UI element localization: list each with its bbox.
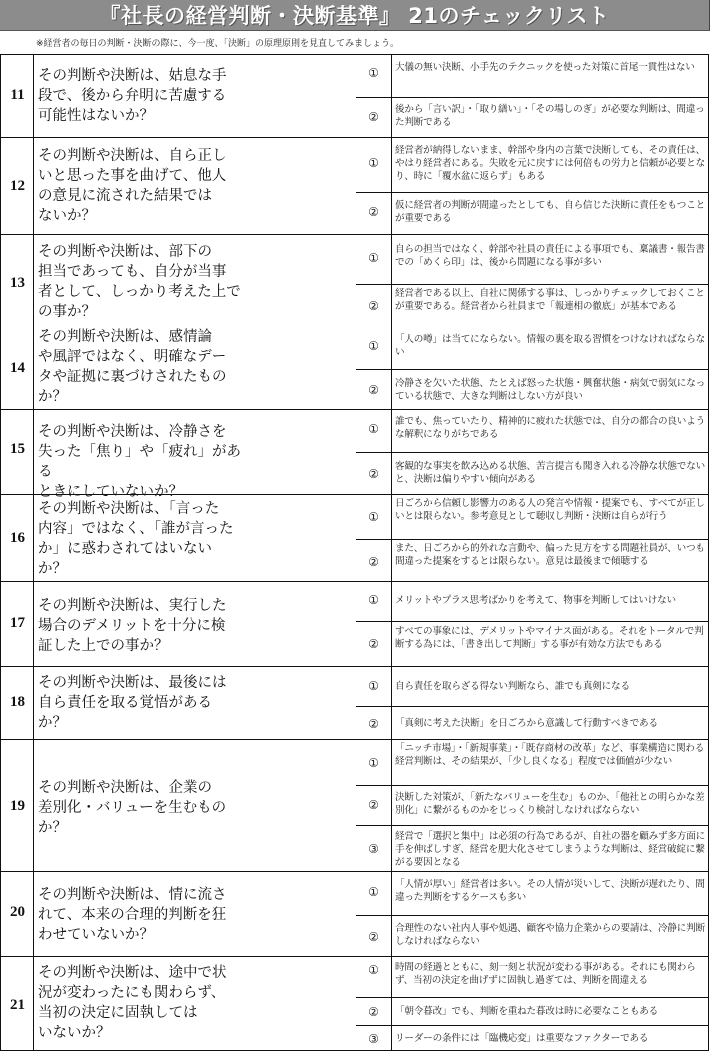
item-number: 13	[10, 275, 25, 291]
answer-item	[356, 582, 708, 621]
checklist-row-17	[1, 581, 708, 666]
answer-text: 「ニッチ市場」・「新規事業」・「既存商材の改革」など、事業構造に関わる経営判断は、その結果が、「少し良くなる」程度では価値が少ない	[395, 743, 705, 767]
answer-item	[356, 872, 708, 915]
answer-text: 合理性のない社内人事や処遇、顧客や協力企業からの要請は、冷静に判断しなければならない	[395, 923, 705, 947]
item-number: 19	[10, 798, 25, 814]
item-number: 12	[10, 178, 25, 194]
checklist-table	[0, 54, 709, 1051]
circled-number: ②	[368, 798, 379, 812]
answer-text: 日ごろから信頼し影響力のある人の発言や情報・提案でも、すべてが正しいとは限らない。参考意見として聴収し判断・決断は自らが行う	[395, 498, 705, 522]
answer-item	[356, 539, 708, 582]
question-text: その判断や決断は、姑息な手 段で、後から弁明に苦慮する 可能性はないか？	[38, 68, 227, 124]
answer-item	[356, 369, 708, 410]
checklist-row-12	[1, 137, 708, 234]
answer-text: 客観的な事実を飲み込める状態、苦言提言も聞き入れる冷静な状態でないと、決断は偏りやすい傾向がある	[395, 461, 705, 485]
title-bar	[0, 0, 710, 31]
answer-item	[356, 997, 708, 1025]
item-number: 11	[10, 87, 25, 103]
circled-number: ②	[368, 205, 379, 219]
answer-text: 決断した対策が、「新たなバリューを生む」ものか、「他社との明らかな差別化」に繋がるものかをじっくり検討しなければならない	[395, 792, 705, 816]
checklist-row-21	[1, 956, 708, 1050]
answer-text: 時間の経過とともに、刻一刻と状況が変わる事がある。それにも関わらず、当初の決定を曲げずに固執し過ぎては、判断を間違える	[395, 962, 696, 986]
answer-item	[356, 192, 708, 235]
subtitle-note: ※経営者の毎日の判断・決断の際に、今一度、「決断」の原理原則を見直してみましょう。	[36, 39, 400, 49]
circled-number: ①	[368, 251, 379, 265]
answer-item	[356, 138, 708, 192]
circled-number: ②	[368, 383, 379, 397]
circled-number: ①	[368, 510, 379, 524]
circled-number: ①	[368, 593, 379, 607]
question-text: その判断や決断は、企業の 差別化・バリューを生むもの か？	[38, 780, 227, 836]
answer-item	[356, 235, 708, 284]
answer-item	[356, 97, 708, 137]
circled-number: ③	[368, 1032, 379, 1046]
answer-item	[356, 706, 708, 740]
answer-item	[356, 495, 708, 539]
circled-number: ①	[368, 679, 379, 693]
checklist-row-13-14	[1, 234, 708, 409]
answer-text: メリットやプラス思考ばかりを考えて、物事を判断してはいけない	[395, 595, 676, 606]
circled-number: ①	[368, 963, 379, 977]
answer-text: 経営者である以上、自社に関係する事は、しっかりチェックしておくことが重要である。経営者から社員まで「報連相の徹底」が基本である	[395, 288, 705, 312]
circled-number: ③	[368, 842, 379, 856]
circled-number: ②	[368, 467, 379, 481]
answer-item	[356, 957, 708, 997]
item-number: 16	[10, 530, 25, 546]
item-number: 17	[10, 615, 25, 631]
circled-number: ①	[368, 885, 379, 899]
item-number: 14	[10, 360, 25, 376]
checklist-row-18	[1, 666, 708, 739]
question-text: その判断や決断は、情に流さ れて、本来の合理的判断を狂 わせていないか？	[38, 887, 227, 943]
circled-number: ②	[368, 637, 379, 651]
answer-text: 「真剣に考えた決断」を日ごろから意識して行動すべきである	[395, 718, 658, 729]
answer-text: リーダーの条件には「臨機応変」は重要なファクターである	[395, 1033, 649, 1044]
question-text: その判断や決断は、感情論 や風評ではなく、明確なデー タや証拠に裏づけされたもの か？	[38, 329, 227, 405]
circled-number: ②	[368, 1005, 379, 1019]
question-text: その判断や決断は、冷静さを 失った「焦り」や「疲れ」がある ときにしていないか？	[38, 424, 241, 500]
answer-item	[356, 785, 708, 825]
answer-item	[356, 621, 708, 667]
answer-text: 仮に経営者の判断が間違ったとしても、自ら信じた決断に責任をもつことが重要である	[395, 200, 705, 224]
checklist-row-15	[1, 409, 708, 500]
circled-number: ①	[368, 422, 379, 436]
answer-text: 大儀の無い決断、小手先のテクニックを使った対策に首尾一貫性はない	[395, 62, 695, 73]
item-number: 20	[10, 904, 25, 920]
circled-number: ①	[368, 339, 379, 353]
circled-number: ①	[368, 156, 379, 170]
circled-number: ②	[368, 555, 379, 569]
question-text: その判断や決断は、実行した 場合のデメリットを十分に検 証した上での事か？	[38, 598, 227, 654]
answer-text: 「人情が厚い」経営者は多い。その人情が災いして、決断が遅れたり、間違った判断をするケースも多い	[395, 879, 705, 903]
question-text: その判断や決断は、部下の 担当であっても、自分が当事 者として、しっかり考えた上で の事か？	[38, 244, 241, 320]
answer-item	[356, 1025, 708, 1051]
answer-item	[356, 915, 708, 957]
circled-number: ②	[368, 110, 379, 124]
answer-item	[356, 410, 708, 452]
circled-number: ①	[368, 66, 379, 80]
answer-item	[356, 55, 708, 97]
circled-number: ②	[368, 299, 379, 313]
answer-item	[356, 329, 708, 369]
checklist-row-16	[1, 494, 708, 581]
question-text: その判断や決断は、最後には 自ら責任を取る覚悟がある か？	[38, 675, 227, 731]
answer-text: 経営者が納得しないまま、幹部や身内の言葉で決断しても、その責任は、やはり経営者にある。失敗を元に戻すには何倍もの労力と信頼が必要となり、時に「覆水盆に返らず」もある	[395, 145, 705, 182]
question-text: その判断や決断は、自ら正し いと思った事を曲げて、他人 の意見に流された結果では ないか？	[38, 148, 227, 224]
answer-text: 「朝令暮改」でも、判断を重ねた暮改は時に必要なこともある	[395, 1006, 659, 1017]
question-text: その判断や決断は、途中で状 況が変わったにも関わらず、 当初の決定に固執しては いないか？	[38, 965, 227, 1041]
answer-text: 冷静さを欠いた状態、たとえば怒った状態・興奮状態・病気で弱気になっている状態で、大きな判断はしない方が良い	[395, 378, 705, 402]
answer-item	[356, 452, 708, 495]
answer-text: すべての事象には、デメリットやマイナス面がある。それをトータルで判断する為には、「書き出して判断」する事が有効な方法でもある	[395, 626, 704, 650]
circled-number: ②	[368, 717, 379, 731]
checklist-row-19	[1, 739, 708, 871]
checklist-row-20	[1, 871, 708, 956]
answer-text: 誰でも、焦っていたり、精神的に疲れた状態では、自分の都合の良いような解釈になりがちである	[395, 416, 705, 440]
question-text: その判断や決断は、「言った 内容」ではなく、「誰が言った か」に惑わされてはいない か？	[38, 501, 234, 577]
answer-item	[356, 825, 708, 872]
item-number: 21	[10, 997, 25, 1013]
answer-text: また、日ごろから的外れな言動や、偏った見方をする問題社員が、いつも間違った提案をするとは限らない。意見は最後まで傾聴する	[395, 543, 705, 567]
circled-number: ②	[368, 930, 379, 944]
answer-text: 自らの担当ではなく、幹部や社員の責任による事項でも、稟議書・報告書での「めくら印」は、後から問題になる事が多い	[395, 244, 705, 268]
page-title: 『社長の経営判断・決断基準』 21のチェックリスト	[99, 4, 610, 28]
item-number: 18	[10, 694, 25, 710]
answer-text: 経営で「選択と集中」は必須の行為であるが、自社の器を顧みず多方面に手を伸ばしすぎ、経営を肥大化させてしまうような判断は、経営破綻に繋がる要因となる	[395, 831, 705, 868]
answer-item	[356, 740, 708, 785]
answer-item	[356, 667, 708, 706]
item-number: 15	[10, 441, 25, 457]
answer-text: 自ら責任を取らざる得ない判断なら、誰でも真剣になる	[395, 681, 630, 692]
checklist-row-11	[1, 55, 708, 137]
answer-text: 「人の噂」は当てにならない。情報の裏を取る習慣をつけなければならない	[395, 334, 705, 358]
circled-number: ①	[368, 756, 379, 770]
answer-item	[356, 284, 708, 329]
answer-text: 後から「言い訳」・「取り繕い」・「その場しのぎ」が必要な判断は、間違った判断である	[395, 104, 705, 128]
